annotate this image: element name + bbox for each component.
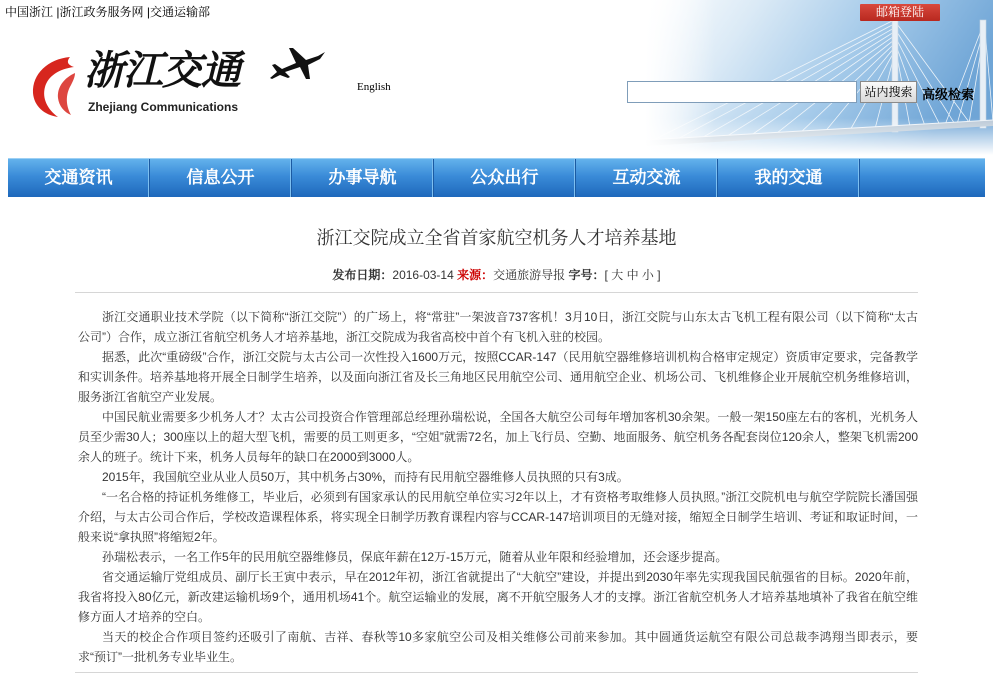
article-bottom-divider <box>75 672 918 673</box>
article-paragraph: 中国民航业需要多少机务人才？太古公司投资合作管理部总经理孙瑞松说，全国各大航空公司每年增加客机30余架。一般一架150座左右的客机，光机务人员至少需30人；300座以上的超大型飞机，需要的员工则更多，“空姐”就需72名，加上飞行员、空勤、地面服务、航空机务各配套岗位120余人，整架飞机需200余人的班子。统计下来，机务人员每年的缺口在2000到3000人。 <box>78 410 919 464</box>
nav-item-public-travel[interactable]: 公众出行 <box>434 159 576 197</box>
source-label: 来源： <box>457 268 494 282</box>
site-search-button[interactable]: 站内搜索 <box>860 81 917 103</box>
nav-item-service-guide[interactable]: 办事导航 <box>292 159 434 197</box>
font-size-label: 字号： <box>568 268 605 282</box>
link-ministry-of-transport[interactable]: 交通运输部 <box>149 5 210 19</box>
article-paragraph: 孙瑞松表示，一名工作5年的民用航空器维修员，保底年薪在12万-15万元，随着从业年限和经验增加，还会逐步提高。 <box>102 550 728 564</box>
article-paragraph: 2015年，我国航空业从业人员50万，其中机务占30%，而持有民用航空器维修人员执照的只有3成。 <box>102 470 629 484</box>
publish-date-label: 发布日期： <box>332 268 393 282</box>
advanced-search-link[interactable]: 高级检索 <box>922 87 975 102</box>
english-version-link[interactable]: English <box>357 81 391 93</box>
bracket-close: ] <box>657 268 661 282</box>
meta-divider <box>75 292 918 293</box>
nav-item-info-disclosure[interactable]: 信息公开 <box>150 159 292 197</box>
site-logo[interactable] <box>28 46 253 118</box>
article-title: 浙江交院成立全省首家航空机务人才培养基地 <box>316 228 677 248</box>
top-links-bar <box>5 4 210 20</box>
logo-subtitle: Zhejiang Communications <box>88 100 239 114</box>
font-size-large[interactable]: 大 <box>611 268 624 282</box>
article-paragraph: 据悉，此次“重磅级”合作，浙江交院与太古公司一次性投入1600万元，按照CCAR-147（民用航空器维修培训机构合格审定规定）资质审定要求，完备教学和实训条件。培养基地将开展全日制学生培养，以及面向浙江省及长三角地区民用航空公司、通用航空企业、机场公司、飞机维修企业开展航空机务维修培训，服务浙江省航空产业发展。 <box>78 350 919 404</box>
font-size-medium[interactable]: 中 <box>626 268 639 282</box>
link-zhejiang-china[interactable]: 中国浙江 <box>5 5 54 19</box>
link-separator: | <box>143 5 150 19</box>
article-meta <box>0 267 993 283</box>
article-paragraph: “一名合格的持证机务维修工，毕业后，必须到有国家承认的民用航空单位实习2年以上，才有资格考取维修人员执照。”浙江交院机电与航空学院院长潘国强介绍，与太古公司合作后，学校改造课程体系，将实现全日制学历教育课程内容与CCAR-147培训项目的无缝对接，缩短全日制学生培训、考证和取证时间，一般来说“拿执照”将缩短2年。 <box>78 490 918 544</box>
source-name: 交通旅游导报 <box>493 268 566 282</box>
nav-item-interaction[interactable]: 互动交流 <box>576 159 718 197</box>
main-nav <box>8 158 985 197</box>
article-paragraph: 浙江交通职业技术学院（以下简称“浙江交院”）的广场上，将“常驻”一架波音737客机！3月10日，浙江交院与山东太古飞机工程有限公司（以下简称“太古公司”）合作，成立浙江省航空机务人才培养基地，浙江交院成为我省高校中首个有飞机入驻的校园。 <box>78 310 918 344</box>
article-body <box>78 307 918 667</box>
nav-item-my-transport[interactable]: 我的交通 <box>718 159 860 197</box>
airplane-icon <box>266 44 328 84</box>
logo-wordmark: 浙江交通 <box>84 47 240 94</box>
link-gov-service-net[interactable]: 浙江政务服务网 <box>59 5 144 19</box>
zhejiang-communications-logo-icon <box>28 54 80 118</box>
bracket-open: [ <box>604 268 608 282</box>
link-separator: | <box>53 5 60 19</box>
bridge-banner-image <box>645 0 993 155</box>
nav-item-transport-news[interactable]: 交通资讯 <box>8 159 150 197</box>
publish-date: 2016-03-14 <box>392 268 454 282</box>
article-paragraph: 省交通运输厅党组成员、副厅长王寅中表示，早在2012年初，浙江省就提出了“大航空”建设，并提出到2030年率先实现我国民航强省的目标。2020年前，我省将投入80亿元，新改建运输机场9个，通用机场41个。航空运输业的发展，离不开航空服务人才的支撑。浙江省航空机务人才培养基地填补了我省在航空维修方面人才培养的空白。 <box>78 570 918 624</box>
site-search-input[interactable] <box>627 81 857 103</box>
font-size-small[interactable]: 小 <box>641 268 654 282</box>
article-paragraph: 当天的校企合作项目签约还吸引了南航、吉祥、春秋等10多家航空公司及相关维修公司前来参加。其中圆通货运航空有限公司总裁李鸿翔当即表示，要求“预订”一批机务专业毕业生。 <box>78 630 918 664</box>
mail-login-button[interactable]: 邮箱登陆 <box>860 4 940 21</box>
